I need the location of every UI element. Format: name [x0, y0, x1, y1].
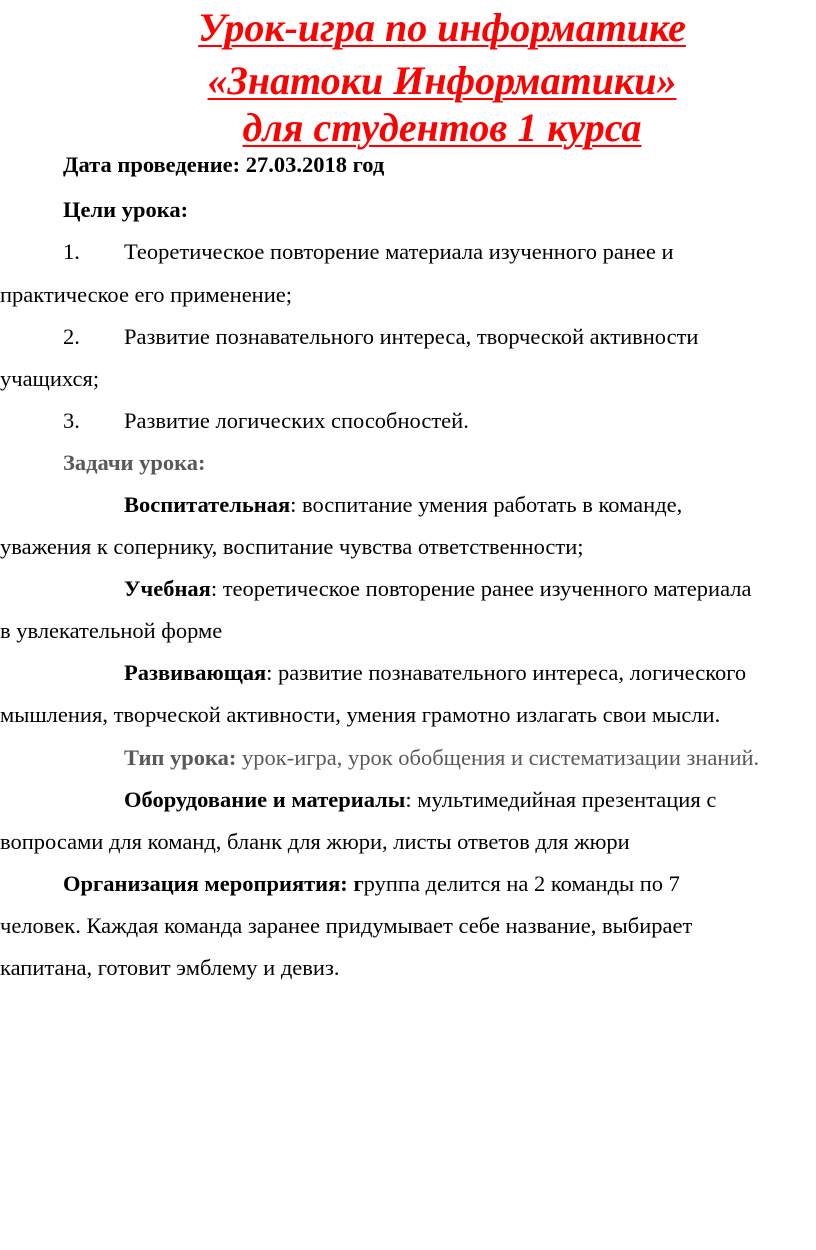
goal-1-line-2: практическое его применение;: [0, 282, 292, 307]
equipment-line-2: вопросами для команд, бланк для жюри, листы ответов для жюри: [0, 829, 630, 854]
goal-3-line-1: Развитие логических способностей.: [124, 408, 469, 433]
task-educational-text: : воспитание умения работать в команде,: [290, 492, 683, 517]
goal-number-2: 2.: [63, 324, 80, 349]
task-developing-label: Развивающая: [124, 660, 267, 685]
organization-line-2: человек. Каждая команда заранее придумывает себе название, выбирает: [0, 913, 693, 938]
task-learning-line-1: [124, 576, 752, 602]
lesson-type-text: урок-игра, урок обобщения и систематизации знаний.: [236, 745, 760, 770]
title-line-3: для студентов 1 курса: [242, 105, 642, 150]
tasks-heading: Задачи урока:: [63, 450, 206, 475]
goal-number-1: 1.: [63, 239, 80, 264]
task-developing-line-1: [124, 660, 746, 686]
equipment-line-1: [124, 787, 716, 813]
organization-bold-letter: г: [353, 871, 364, 896]
task-learning-text: : теоретическое повторение ранее изученного материала: [210, 576, 752, 601]
goal-number-3: 3.: [63, 408, 80, 433]
goal-1-line-1: Теоретическое повторение материала изученного ранее и: [124, 239, 674, 264]
task-educational-line-2: уважения к сопернику, воспитание чувства ответственности;: [0, 534, 584, 559]
lesson-type-line: [124, 745, 759, 771]
task-developing-text: : развитие познавательного интереса, логического: [266, 660, 747, 685]
title-line-2: «Знатоки Информатики»: [207, 58, 677, 103]
task-learning-label: Учебная: [124, 576, 211, 601]
organization-line-1: [63, 871, 680, 897]
organization-label: Организация мероприятия:: [63, 871, 354, 896]
organization-line-3: капитана, готовит эмблему и девиз.: [0, 955, 340, 980]
task-learning-line-2: в увлекательной форме: [0, 618, 223, 643]
task-educational-label: Воспитательная: [124, 492, 291, 517]
task-developing-line-2: мышления, творческой активности, умения грамотно излагать свои мысли.: [0, 702, 721, 727]
title-line-1: Урок-игра по информатике: [198, 5, 686, 50]
equipment-label: Оборудование и материалы: [124, 787, 406, 812]
equipment-text: : мультимедийная презентация с: [405, 787, 717, 812]
goal-2-line-1: Развитие познавательного интереса, творческой активности: [124, 324, 699, 349]
lesson-type-label: Тип урока:: [124, 745, 237, 770]
organization-text: руппа делится на 2 команды по 7: [363, 871, 680, 896]
date-line: Дата проведение: 27.03.2018 год: [63, 152, 385, 177]
goal-2-line-2: учащихся;: [0, 366, 100, 391]
goals-heading: Цели урока:: [63, 197, 189, 222]
task-educational-line-1: [124, 492, 682, 518]
